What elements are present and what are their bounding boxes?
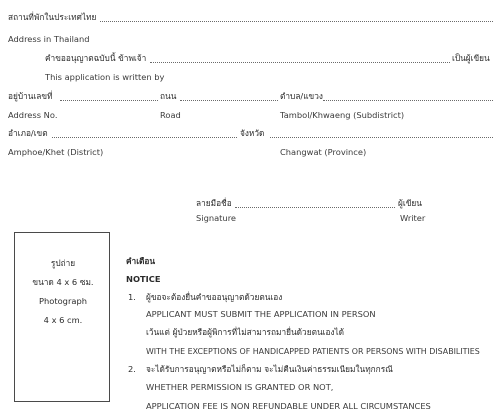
amphoe-field[interactable] xyxy=(52,137,237,138)
notice-item-1-number: 1. xyxy=(128,292,136,302)
amphoe-label-th: อำเภอ/เขต xyxy=(8,128,48,138)
residence-field[interactable] xyxy=(100,21,493,22)
road-label-th: ถนน xyxy=(160,91,177,101)
changwat-label-en: Changwat (Province) xyxy=(280,147,367,157)
application-label-th: คำขออนุญาตฉบับนี้ ข้าพเจ้า xyxy=(45,53,147,63)
notice-item-2-en: WHETHER PERMISSION IS GRANTED OR NOT, xyxy=(146,382,334,392)
writer-label-en: Writer xyxy=(400,213,426,223)
signature-label-th: ลายมือชื่อ xyxy=(196,198,232,208)
notice-item-1-en-exception: WITH THE EXCEPTIONS OF HANDICAPPED PATIENTS OR PERSONS WITH DISABILITIES xyxy=(146,347,480,356)
address-no-field[interactable] xyxy=(60,100,158,101)
notice-item-1-th-exception: เว้นแต่ ผู้ป่วยหรือผู้พิการที่ไม่สามารถมายื่นด้วยตนเองได้ xyxy=(146,327,345,337)
application-label-en: This application is written by xyxy=(45,72,165,82)
tambol-label-en: Tambol/Khwaeng (Subdistrict) xyxy=(280,110,405,120)
road-field[interactable] xyxy=(180,100,278,101)
photo-label-en: Photograph xyxy=(39,296,87,306)
photo-box xyxy=(14,232,110,402)
photo-size-th: ขนาด 4 x 6 ซม. xyxy=(32,277,94,287)
photo-size-en: 4 x 6 cm. xyxy=(43,315,83,325)
notice-item-2-en-fee: APPLICATION FEE IS NON REFUNDABLE UNDER ALL CIRCUMSTANCES xyxy=(146,401,431,411)
residence-label-th: สถานที่พักในประเทศไทย xyxy=(8,12,97,22)
notice-item-1-th: ผู้ขอจะต้องยื่นคำขออนุญาตด้วยตนเอง xyxy=(146,292,283,302)
signature-label-en: Signature xyxy=(196,213,237,223)
address-no-label-en: Address No. xyxy=(8,110,58,120)
notice-title-th: คำเตือน xyxy=(126,256,156,266)
amphoe-label-en: Amphoe/Khet (District) xyxy=(8,147,104,157)
notice-item-2-number: 2. xyxy=(128,364,136,374)
address-no-label-th: อยู่บ้านเลขที่ xyxy=(8,91,53,101)
signature-field[interactable] xyxy=(235,207,395,208)
changwat-label-th: จังหวัด xyxy=(240,128,265,138)
changwat-field[interactable] xyxy=(270,137,493,138)
notice-item-1-en: APPLICANT MUST SUBMIT THE APPLICATION IN PERSON xyxy=(146,309,376,319)
photo-label-th: รูปถ่าย xyxy=(50,258,76,268)
notice-item-2-th: จะได้รับการอนุญาตหรือไม่ก็ตาม จะไม่คืนเงินค่าธรรมเนียมในทุกกรณี xyxy=(146,364,393,374)
residence-label-en: Address in Thailand xyxy=(8,34,90,44)
tambol-field[interactable] xyxy=(323,100,493,101)
application-writer-label-th: เป็นผู้เขียน xyxy=(452,53,490,63)
tambol-label-th: ตำบล/แขวง xyxy=(280,91,323,101)
notice-title-en: NOTICE xyxy=(126,274,161,284)
road-label-en: Road xyxy=(160,110,181,120)
applicant-name-field[interactable] xyxy=(150,62,450,63)
writer-label-th: ผู้เขียน xyxy=(398,198,422,208)
